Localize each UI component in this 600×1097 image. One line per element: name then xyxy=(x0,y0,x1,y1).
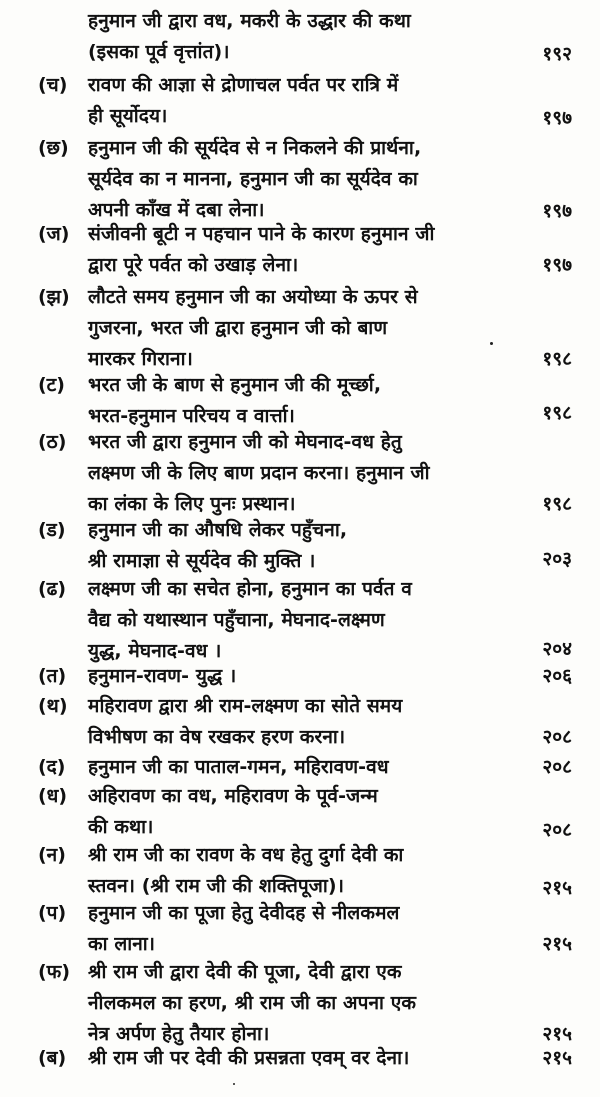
entry-page-number: २१५ xyxy=(542,933,572,955)
entry-text: रावण की आज्ञा से द्रोणाचल पर्वत पर रात्रि में ही सूर्योदय। xyxy=(88,74,399,127)
entry-text: अहिरावण का वध, महिरावण के पूर्व-जन्म की कथा। xyxy=(88,785,378,838)
entry-text: श्री राम जी का रावण के वध हेतु दुर्गा देवी का स्तवन। (श्री राम जी की शक्तिपूजा)। xyxy=(88,844,404,897)
entry-text: हनुमान जी का औषधि लेकर पहुँचना, श्री रामाज्ञा से सूर्यदेव की मुक्ति । xyxy=(88,519,348,572)
entry-marker: (झ) xyxy=(38,286,70,308)
entry-marker: (छ) xyxy=(38,137,69,159)
print-speck xyxy=(490,342,493,345)
entry-marker: (ठ) xyxy=(38,431,67,453)
entry-page-number: २०६ xyxy=(542,665,572,687)
entry-text: हनुमान जी का पाताल-गमन, महिरावण-वध xyxy=(88,756,389,778)
entry-text: लौटते समय हनुमान जी का अयोध्या के ऊपर से गुजरना, भरत जी द्वारा हनुमान जी को बाण मारकर गिराना। xyxy=(88,286,418,370)
entry-text: भरत जी के बाण से हनुमान जी की मूर्च्छा, भरत-हनुमान परिचय व वार्त्ता। xyxy=(88,374,382,427)
entry-text: संजीवनी बूटी न पहचान पाने के कारण हनुमान जी द्वारा पूरे पर्वत को उखाड़ लेना। xyxy=(88,223,435,276)
entry-text: हनुमान जी द्वारा वध, मकरी के उद्धार की कथा (इसका पूर्व वृत्तांत)। xyxy=(88,10,411,63)
entry-text: श्री राम जी द्वारा देवी की पूजा, देवी द्वारा एक नीलकमल का हरण, श्री राम जी का अपना एक नेत्र अर्पण हेतु तैयार होना। xyxy=(88,961,417,1045)
entry-page-number: २१५ xyxy=(542,1023,572,1045)
entry-marker: (ज) xyxy=(38,223,70,245)
entry-text: भरत जी द्वारा हनुमान जी को मेघनाद-वध हेतु लक्ष्मण जी के लिए बाण प्रदान करना। हनुमान जी का लंका के लिए पुनः प्रस्थान। xyxy=(88,431,430,515)
entry-marker: (ध) xyxy=(38,785,68,807)
entry-page-number: १९७ xyxy=(542,254,572,276)
entry-marker: (ड) xyxy=(38,519,66,541)
entry-text: हनुमान-रावण- युद्ध । xyxy=(88,665,237,687)
entry-page-number: २१५ xyxy=(542,877,572,899)
entry-page-number: १९८ xyxy=(542,402,572,424)
entry-page-number: १९८ xyxy=(542,348,572,370)
entry-page-number: २०८ xyxy=(542,819,572,841)
entry-text: हनुमान जी का पूजा हेतु देवीदह से नीलकमल का लाना। xyxy=(88,902,400,955)
entry-marker: (च) xyxy=(38,74,68,96)
entry-marker: (थ) xyxy=(38,695,68,717)
entry-page-number: २०३ xyxy=(542,548,572,570)
entry-page-number: २१५ xyxy=(542,1047,572,1069)
entry-text: हनुमान जी की सूर्यदेव से न निकलने की प्रार्थना, सूर्यदेव का न मानना, हनुमान जी का सूर्यदेव का अपनी काँख में दबा लेना। xyxy=(88,137,422,221)
entry-marker: (न) xyxy=(38,844,66,866)
entry-page-number: २०४ xyxy=(542,638,572,660)
entry-marker: (ब) xyxy=(38,1047,67,1069)
entry-page-number: २०८ xyxy=(542,726,572,748)
entry-text: लक्ष्मण जी का सचेत होना, हनुमान का पर्वत व वैद्य को यथास्थान पहुँचाना, मेघनाद-लक्ष्मण युद्ध, मेघनाद-वध । xyxy=(88,578,412,662)
entry-marker: (फ) xyxy=(38,961,71,983)
print-speck xyxy=(233,1083,235,1085)
entry-page-number: १९८ xyxy=(542,493,572,515)
entry-marker: (प) xyxy=(38,902,67,924)
entry-marker: (त) xyxy=(38,665,67,687)
entry-page-number: १९२ xyxy=(542,43,572,65)
entry-text: महिरावण द्वारा श्री राम-लक्ष्मण का सोते समय विभीषण का वेष रखकर हरण करना। xyxy=(88,695,403,748)
entry-marker: (ढ) xyxy=(38,578,67,600)
entry-text: श्री राम जी पर देवी की प्रसन्नता एवम् वर देना। xyxy=(88,1047,410,1069)
entry-page-number: २०८ xyxy=(542,756,572,778)
entry-marker: (ट) xyxy=(38,374,65,396)
entry-page-number: १९७ xyxy=(542,200,572,222)
entry-page-number: १९७ xyxy=(542,107,572,129)
entry-marker: (द) xyxy=(38,756,66,778)
